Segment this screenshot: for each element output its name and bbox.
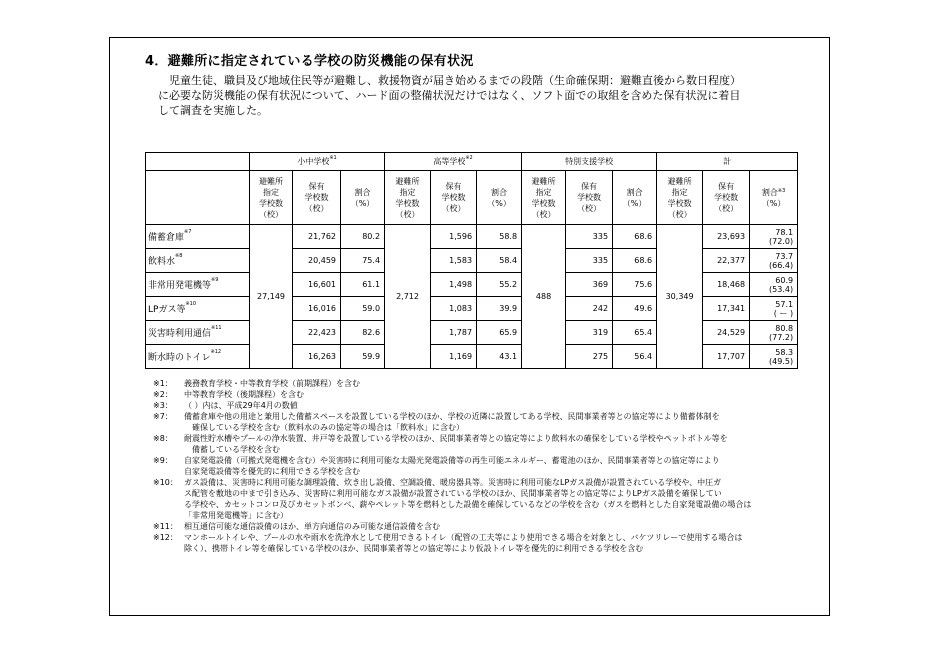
- sub-header-row: [146, 171, 798, 225]
- total-ratio-cell: 78.1 (72.0): [750, 225, 798, 249]
- group-header: 計: [657, 153, 798, 171]
- ratio-cell: 39.9: [477, 297, 522, 321]
- holding-count-cell: 369: [566, 273, 613, 297]
- holding-count-cell: 24,529: [703, 321, 750, 345]
- shelter-count-cell: 488: [522, 225, 566, 369]
- footnotes: [153, 378, 808, 554]
- holding-count-cell: 1,787: [431, 321, 477, 345]
- holding-count-cell: 17,707: [703, 345, 750, 369]
- corner-cell: [146, 153, 250, 171]
- table-row: [146, 225, 798, 249]
- ratio-cell: 58.8: [477, 225, 522, 249]
- holding-count-cell: 23,693: [703, 225, 750, 249]
- footnote-text: 相互通信可能な通信設備のほか、単方向通信のみ可能な通信設備を含む: [184, 522, 440, 531]
- footnote-mark: ※10：: [153, 478, 178, 487]
- ratio-cell: 49.6: [613, 297, 657, 321]
- holding-count-cell: 21,762: [293, 225, 341, 249]
- holding-count-cell: 335: [566, 249, 613, 273]
- shelter-header: 避難所 指定 学校数 （校）: [385, 171, 431, 225]
- ratio-cell: 75.6: [613, 273, 657, 297]
- group-header: 高等学校$^{※2}$: [385, 153, 522, 171]
- footnote-mark: ※12：: [153, 533, 178, 542]
- ratio-cell: 43.1: [477, 345, 522, 369]
- footnote: [153, 477, 808, 521]
- holding-count-cell: 17,341: [703, 297, 750, 321]
- holding-count-cell: 18,468: [703, 273, 750, 297]
- section-heading: 4．避難所に指定されている学校の防災機能の保有状況: [145, 54, 474, 69]
- footnote-mark: ※1：: [153, 379, 173, 388]
- footnote-mark: ※11：: [153, 522, 178, 531]
- ratio-cell: 59.0: [341, 297, 385, 321]
- ratio-header: 割合 （%）: [341, 171, 385, 225]
- footnote: [153, 389, 808, 400]
- footnote-text: （ ）内は、平成29年4月の数値: [184, 401, 298, 410]
- footnote-text: 備蓄倉庫や他の用途と兼用した備蓄スペースを設置している学校のほか、学校の近隣に設置してある学校、民間事業者等との協定等により備蓄体制を 確保している学校を含む（飲料水のみの協定等の場合は「飲料水」に含む）: [184, 412, 720, 432]
- footnote-mark: ※9：: [153, 456, 173, 465]
- footnote-text: 自家発電設備（可搬式発電機を含む）や災害時に利用可能な太陽光発電設備等の再生可能エネルギー、蓄電池のほか、民間事業者等との協定等により 自家発電設備等を優先的に利用できる学校を含む: [184, 456, 720, 476]
- footnote-text: ガス設備は、災害時に利用可能な調理設備、炊き出し設備、空調設備、暖房器具等。災害時に利用可能なLPガス設備が設置されている学校や、中圧ガ ス配管を敷地の中まで引き込み、災害時に利用可能なガス設備が設置されている学校のほか、民間事業者等との協定等によりLPガス設備を確保してい る学校や、カセットコンロ及びカセットボンベ、薪やペレット等を燃料とした設備を確保しているなどの学校を含む（ガスを燃料とした自家発電設備の場合は 「非常用発電機等」に含む）: [184, 478, 752, 520]
- ratio-cell: 61.1: [341, 273, 385, 297]
- footnote-mark: ※2：: [153, 390, 173, 399]
- holding-count-cell: 1,596: [431, 225, 477, 249]
- ratio-cell: 56.4: [613, 345, 657, 369]
- footnote-text: 耐震性貯水槽やプールの浄水装置、井戸等を設置している学校のほか、民間事業者等との協定等により飲料水の確保をしている学校やペットボトル等を 備蓄している学校を含む: [184, 434, 728, 454]
- group-header-row: [146, 153, 798, 171]
- total-ratio-cell: 58.3 (49.5): [750, 345, 798, 369]
- shelter-count-cell: 2,712: [385, 225, 431, 369]
- ratio_total-header: 割合$^{※3}$ （%）: [750, 171, 798, 225]
- group-header: 特別支援学校: [522, 153, 657, 171]
- holding-count-cell: 22,423: [293, 321, 341, 345]
- footnote-mark: ※3：: [153, 401, 173, 410]
- footnote: [153, 532, 808, 554]
- holding-count-cell: 20,459: [293, 249, 341, 273]
- holding-count-cell: 22,377: [703, 249, 750, 273]
- ratio-cell: 68.6: [613, 249, 657, 273]
- total-ratio-cell: 80.8 (77.2): [750, 321, 798, 345]
- footnote: [153, 433, 808, 455]
- shelter-header: 避難所 指定 学校数 （校）: [250, 171, 293, 225]
- holding-count-cell: 319: [566, 321, 613, 345]
- holding-count-cell: 335: [566, 225, 613, 249]
- intro-line: に必要な防災機能の保有状況について、ハード面の整備状況だけではなく、ソフト面での取組を含めた保有状況に着目: [158, 89, 741, 102]
- footnote: [153, 400, 808, 411]
- row-label: LPガス等$^{※10}$: [146, 297, 250, 321]
- holding-header: 保有 学校数 （校）: [293, 171, 341, 225]
- footnote-mark: ※8：: [153, 434, 173, 443]
- shelter-count-cell: 27,149: [250, 225, 293, 369]
- intro-line: して調査を実施した。: [158, 104, 268, 117]
- holding-count-cell: 16,016: [293, 297, 341, 321]
- ratio-cell: 68.6: [613, 225, 657, 249]
- ratio-cell: 58.4: [477, 249, 522, 273]
- ratio-cell: 65.4: [613, 321, 657, 345]
- group-header: 小中学校$^{※1}$: [250, 153, 385, 171]
- holding-count-cell: 1,083: [431, 297, 477, 321]
- facility-table: [145, 152, 798, 369]
- footnote-text: 中等教育学校（後期課程）を含む: [184, 390, 304, 399]
- ratio-cell: 80.2: [341, 225, 385, 249]
- row-label: 飲料水$^{※8}$: [146, 249, 250, 273]
- footnote-text: マンホールトイレや、プールの水や雨水を洗浄水として使用できるトイレ（配管の工夫等により使用できる場合を対象とし、バケツリレーで使用する場合は 除く）、携帯トイレ等を確保している学校のほか、民間事業者等との協定等により仮設トイレ等を優先的に利用できる学校を含む: [184, 533, 743, 553]
- footnote: [153, 411, 808, 433]
- holding-count-cell: 1,583: [431, 249, 477, 273]
- holding-count-cell: 242: [566, 297, 613, 321]
- holding-count-cell: 16,263: [293, 345, 341, 369]
- holding-header: 保有 学校数 （校）: [703, 171, 750, 225]
- row-label: 非常用発電機等$^{※9}$: [146, 273, 250, 297]
- row-label: 災害時利用通信$^{※11}$: [146, 321, 250, 345]
- ratio-cell: 55.2: [477, 273, 522, 297]
- footnote: [153, 455, 808, 477]
- row-label: 断水時のトイレ$^{※12}$: [146, 345, 250, 369]
- footnote: [153, 521, 808, 532]
- total-ratio-cell: 60.9 (53.4): [750, 273, 798, 297]
- holding-count-cell: 1,169: [431, 345, 477, 369]
- footnote-mark: ※7：: [153, 412, 173, 421]
- total-ratio-cell: 73.7 (66.4): [750, 249, 798, 273]
- footnote-text: 義務教育学校・中等教育学校（前期課程）を含む: [184, 379, 360, 388]
- holding-count-cell: 275: [566, 345, 613, 369]
- corner-cell: [146, 171, 250, 225]
- holding-count-cell: 16,601: [293, 273, 341, 297]
- ratio-cell: 75.4: [341, 249, 385, 273]
- shelter-header: 避難所 指定 学校数 （校）: [657, 171, 703, 225]
- shelter-header: 避難所 指定 学校数 （校）: [522, 171, 566, 225]
- intro-paragraph: [158, 73, 798, 118]
- holding-header: 保有 学校数 （校）: [566, 171, 613, 225]
- holding-header: 保有 学校数 （校）: [431, 171, 477, 225]
- holding-count-cell: 1,498: [431, 273, 477, 297]
- intro-line: 児童生徒、職員及び地域住民等が避難し、救援物資が届き始めるまでの段階（生命確保期：避難直後から数日程度）: [169, 74, 741, 87]
- ratio-cell: 59.9: [341, 345, 385, 369]
- ratio-cell: 65.9: [477, 321, 522, 345]
- ratio-header: 割合 （%）: [613, 171, 657, 225]
- ratio-cell: 82.6: [341, 321, 385, 345]
- row-label: 備蓄倉庫$^{※7}$: [146, 225, 250, 249]
- shelter-count-cell: 30,349: [657, 225, 703, 369]
- ratio-header: 割合 （%）: [477, 171, 522, 225]
- total-ratio-cell: 57.1 ( ー ): [750, 297, 798, 321]
- footnote: [153, 378, 808, 389]
